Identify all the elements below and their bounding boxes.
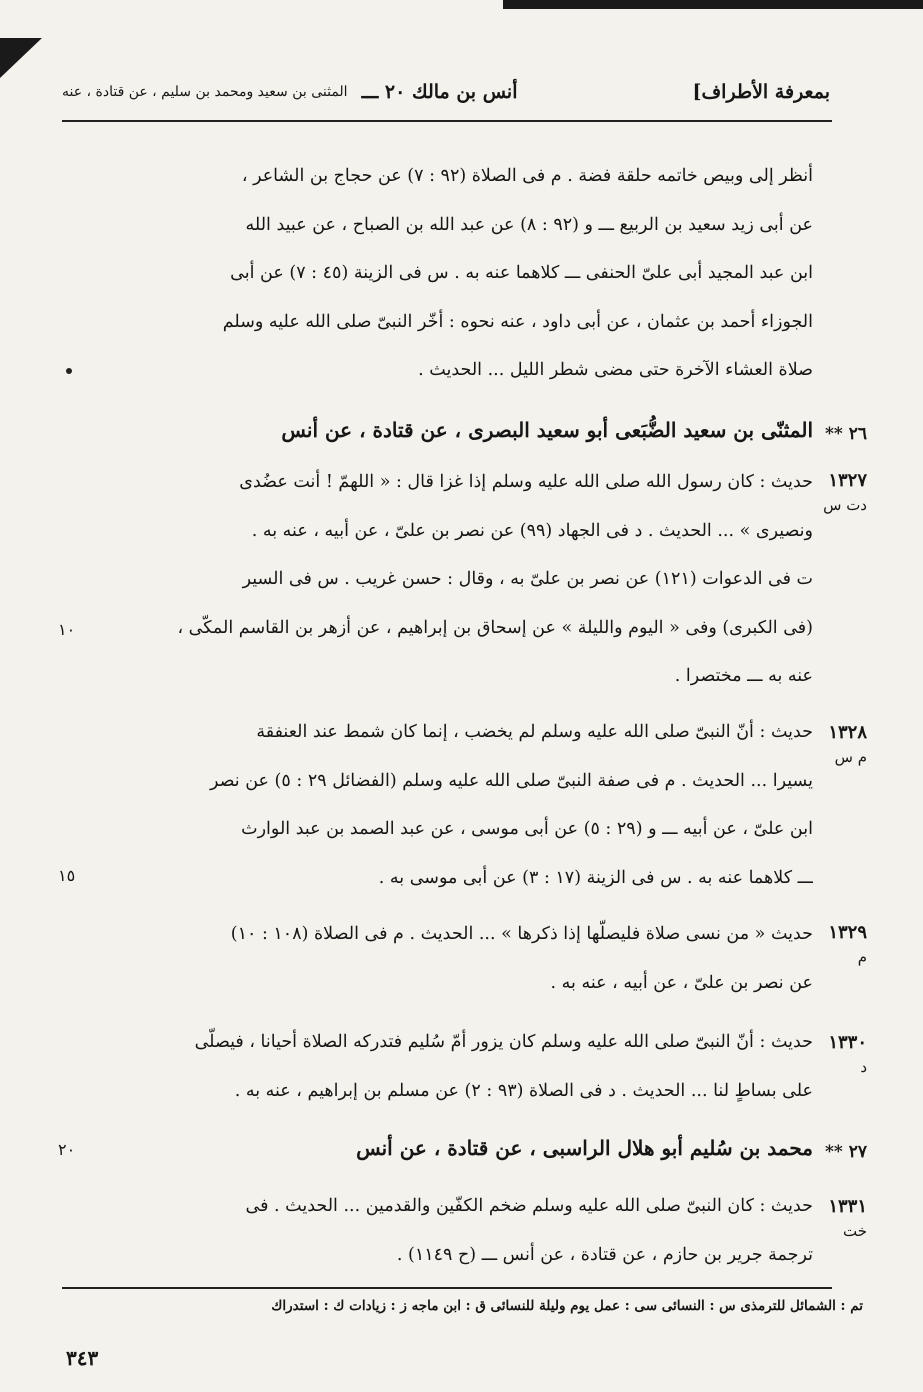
section-number: ٢٧ ** xyxy=(825,1142,867,1162)
hadith-number-value: ١٣٣١ xyxy=(828,1196,867,1217)
text-line: حديث : كان النبىّ صلى الله عليه وسلم ضخم الكفّين والقدمين ... الحديث . فى xyxy=(245,1196,813,1216)
hadith-number xyxy=(805,718,867,766)
hadith-number xyxy=(805,918,867,966)
header-center-title: أنس بن مالك ٢٠ ـــ xyxy=(361,81,518,103)
section-heading: المثنّى بن سعيد الضُّبَعى أبو سعيد البصرى ، عن قتادة ، عن أنس xyxy=(281,418,813,442)
source-sigla: دت س xyxy=(823,496,867,514)
hadith-entry xyxy=(117,708,813,902)
text-line: حديث : أنّ النبىّ صلى الله عليه وسلم كان يزور أمّ سُليم فتدركه الصلاة أحيانا ، فيصلّى xyxy=(194,1032,813,1052)
hadith-number xyxy=(805,466,867,514)
text-line: ونصيرى » ... الحديث . د فى الجهاد (٩٩) عن نصر بن علىّ ، عن أبيه ، عنه به . xyxy=(251,520,813,541)
line-marker: ١٠ xyxy=(58,620,76,639)
hadith-entry xyxy=(117,1018,813,1115)
text-line: عن نصر بن علىّ ، عن أبيه ، عنه به . xyxy=(550,972,813,993)
text-line: أنظر إلى وبيص خاتمه حلقة فضة . م فى الصلاة (٩٢ : ٧) عن حجاج بن الشاعر ، xyxy=(241,166,813,186)
text-line: على بساطٍ لنا ... الحديث . د فى الصلاة (٩٣ : ٢) عن مسلم بن إبراهيم ، عنه به . xyxy=(234,1080,813,1101)
hadith-number xyxy=(805,1192,867,1240)
text-line: ت فى الدعوات (١٢١) عن نصر بن علىّ به ، وقال : حسن غريب . س فى السير xyxy=(242,569,813,589)
source-sigla: م xyxy=(857,948,867,966)
header-right-title: بمعرفة الأطراف] xyxy=(692,81,830,103)
source-sigla: م س xyxy=(834,748,867,766)
running-header xyxy=(62,72,830,112)
text-line: حديث « من نسى صلاة فليصلّها إذا ذكرها » ... الحديث . م فى الصلاة (١٠٨ : ١٠) xyxy=(230,924,813,944)
text-line: صلاة العشاء الآخرة حتى مضى شطر الليل ... الحديث . xyxy=(418,360,813,380)
text-line: ابن علىّ ، عن أبيه ـــ و (٢٩ : ٥) عن أبى موسى ، عن عبد الصمد بن عبد الوارث xyxy=(241,819,813,839)
hadith-number-value: ١٣٢٧ xyxy=(828,470,867,491)
abbreviations-footnote: تم : الشمائل للترمذى س : النسائى سى : عمل يوم وليلة للنسائى ق : ابن ماجه ز : زيادات ك : استدراك xyxy=(271,1298,863,1314)
section-number: ٢٦ ** xyxy=(825,424,867,444)
continuation-paragraph xyxy=(117,152,813,395)
paragraph-end-dot xyxy=(66,368,72,374)
line-marker: ٢٠ xyxy=(58,1140,76,1159)
hadith-number-value: ١٣٣٠ xyxy=(828,1032,867,1053)
header-rule xyxy=(62,120,832,122)
text-line: حديث : كان رسول الله صلى الله عليه وسلم إذا غزا قال : « اللهمّ ! أنت عضُدى xyxy=(239,472,813,492)
text-line: عن أبى زيد سعيد بن الربيع ـــ و (٩٢ : ٨) عن عبد الله بن الصباح ، عن عبيد الله xyxy=(245,214,813,235)
hadith-number-value: ١٣٢٩ xyxy=(828,922,867,943)
hadith-number-value: ١٣٢٨ xyxy=(828,722,867,743)
source-sigla: خت xyxy=(842,1222,867,1240)
text-line: الجوزاء أحمد بن عثمان ، عن أبى داود ، عنه نحوه : أخّر النبىّ صلى الله عليه وسلم xyxy=(222,311,813,332)
source-sigla: د xyxy=(860,1058,867,1076)
text-line: (فى الكبرى) وفى « اليوم والليلة » عن إسحاق بن إبراهيم ، عن أزهر بن القاسم المكّى ، xyxy=(177,617,813,638)
header-center-subtitle: المثنى بن سعيد ومحمد بن سليم ، عن قتادة ، عنه xyxy=(62,84,348,100)
hadith-entry xyxy=(117,1182,813,1279)
line-marker: ١٥ xyxy=(58,866,76,885)
text-line: ترجمة جرير بن حازم ، عن قتادة ، عن أنس ـــ (ح ١١٤٩) . xyxy=(396,1244,813,1265)
hadith-entry xyxy=(117,458,813,701)
text-line: يسيرا ... الحديث . م فى صفة النبىّ صلى الله عليه وسلم (الفضائل ٢٩ : ٥) عن نصر xyxy=(209,770,813,791)
footnote-rule xyxy=(62,1287,832,1289)
text-line: ابن عبد المجيد أبى علىّ الحنفى ـــ كلاهما عنه به . س فى الزينة (٤٥ : ٧) عن أبى xyxy=(230,263,813,283)
text-line: عنه به ـــ مختصرا . xyxy=(674,666,813,686)
text-line: ـــ كلاهما عنه به . س فى الزينة (١٧ : ٣) عن أبى موسى به . xyxy=(378,867,813,888)
section-heading: محمد بن سُليم أبو هلال الراسبى ، عن قتادة ، عن أنس xyxy=(356,1136,813,1160)
hadith-number xyxy=(805,1028,867,1076)
page-number: ٣٤٣ xyxy=(66,1346,99,1370)
text-line: حديث : أنّ النبىّ صلى الله عليه وسلم لم يخضب ، إنما كان شمط عند العنفقة xyxy=(256,722,813,742)
hadith-entry xyxy=(117,910,813,1007)
